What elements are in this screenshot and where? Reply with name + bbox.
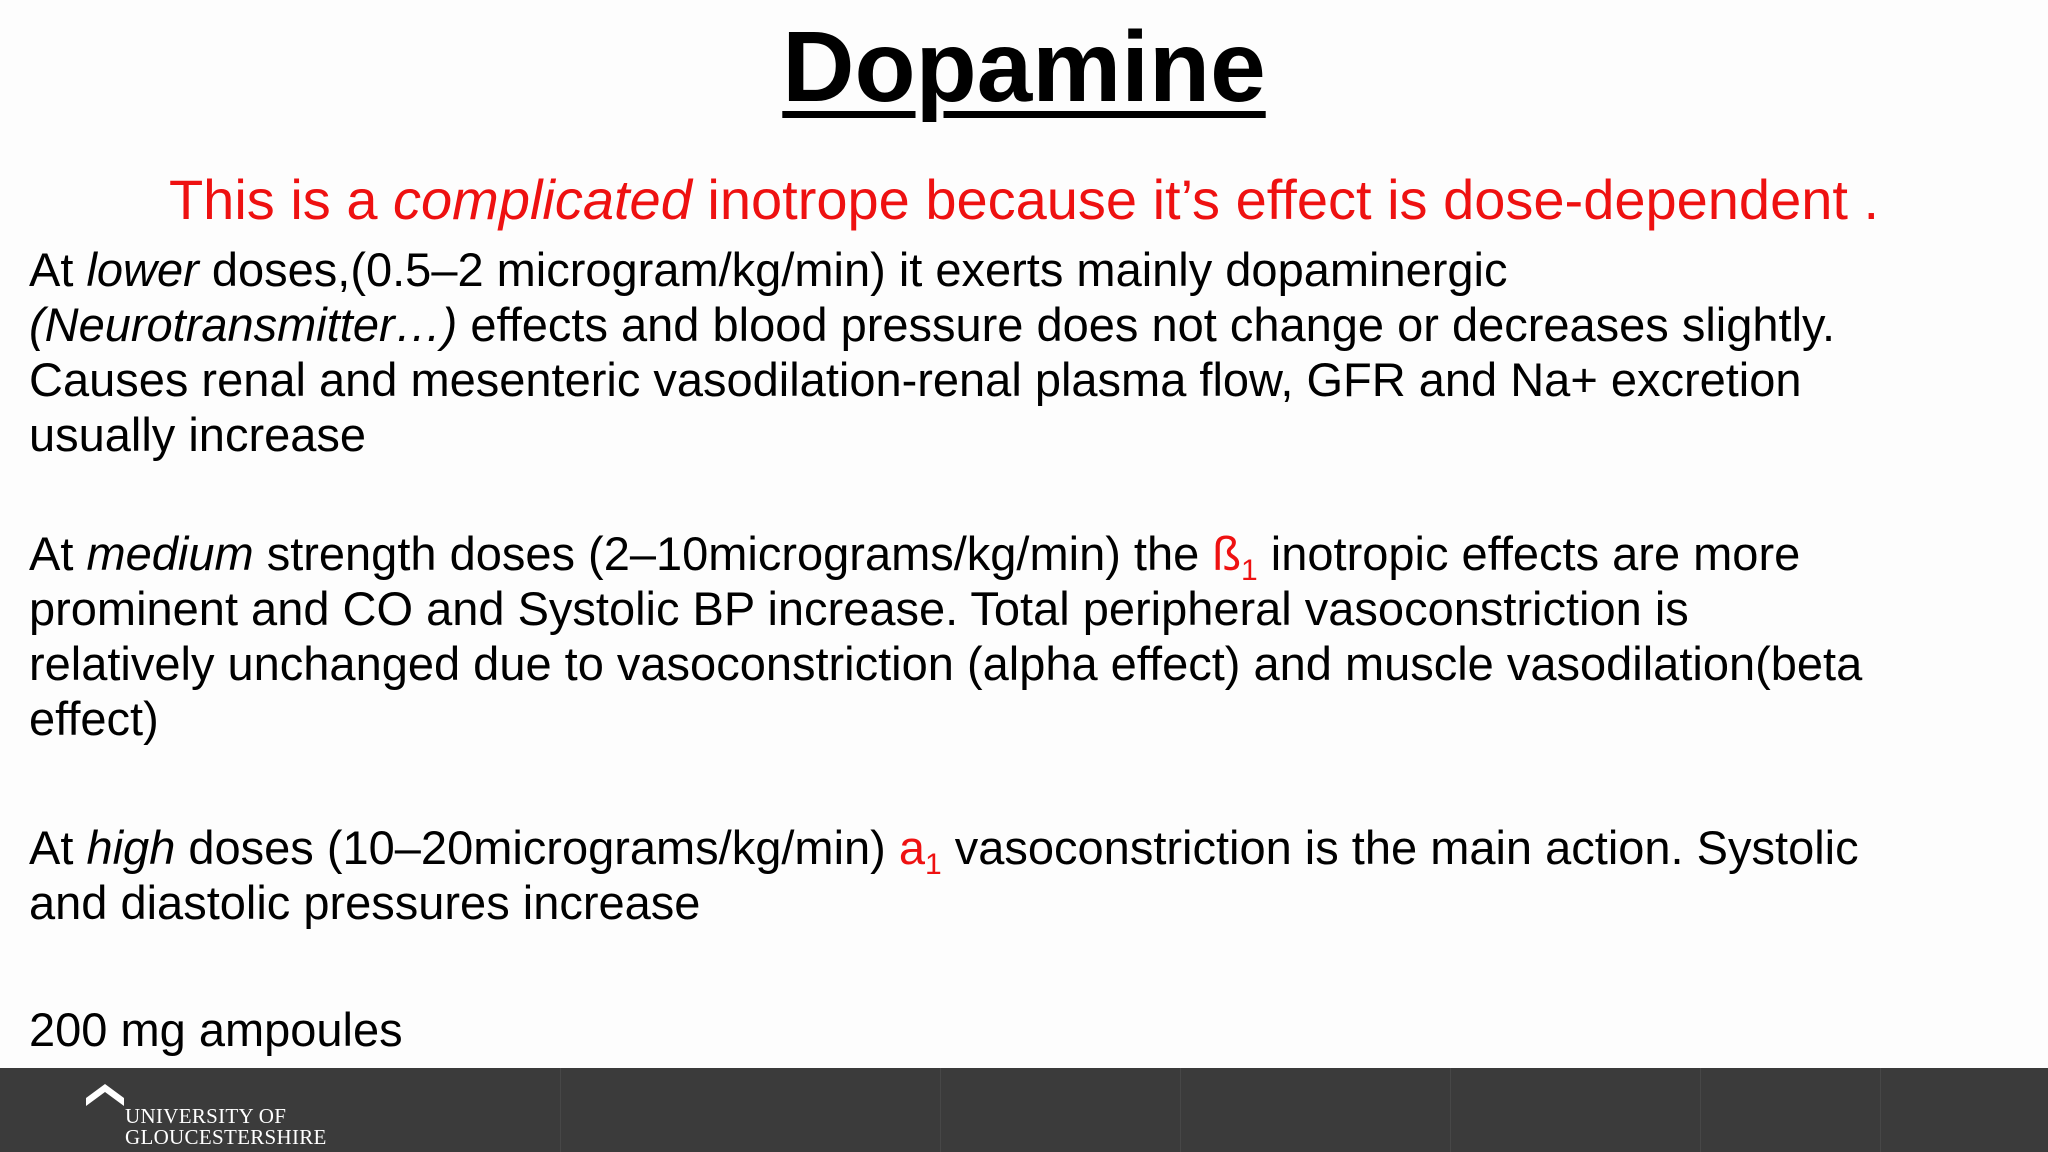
lower-dose-line-1-start: At: [29, 243, 87, 296]
lower-dose-paragraph: [29, 242, 2048, 462]
neurotransmitter-note: (Neurotransmitter…): [29, 298, 458, 351]
high-dose-line-1: [29, 820, 2048, 881]
lower-dose-line-2-end: effects and blood pressure does not change or decreases slightly.: [457, 298, 1836, 351]
beta1-receptor-label: [1212, 527, 1258, 587]
lower-dose-line-3: Causes renal and mesenteric vasodilation-renal plasma flow, GFR and Na+ excretion: [29, 353, 1802, 406]
ampoules-note: 200 mg ampoules: [29, 1003, 403, 1056]
subtitle-text-start: This is a: [168, 168, 394, 231]
lower-dose-line-1-end: doses,(0.5–2 microgram/kg/min) it exerts mainly dopaminergic: [198, 243, 1508, 296]
footer-divider: [940, 1068, 941, 1152]
alpha-subscript: 1: [925, 848, 942, 881]
footer-divider: [1450, 1068, 1451, 1152]
high-dose-line-2: and diastolic pressures increase: [29, 876, 701, 929]
high-dose-paragraph: [29, 820, 2048, 930]
alpha-symbol: a: [898, 821, 926, 874]
lower-dose-emphasis: lower: [86, 243, 199, 296]
high-dose-emphasis: high: [86, 821, 176, 874]
footer-divider: [1880, 1068, 1881, 1152]
slide-subtitle: [0, 165, 2048, 235]
logo-line-2: GLOUCESTERSHIRE: [125, 1125, 327, 1149]
high-dose-line-1-end: vasoconstriction is the main action. Systolic: [941, 821, 1859, 874]
medium-dose-line-1: [29, 526, 2048, 587]
beta-symbol: ß: [1212, 527, 1242, 580]
roof-chevron-icon: [86, 1082, 124, 1106]
beta-subscript: 1: [1241, 554, 1258, 587]
footer-divider: [1700, 1068, 1701, 1152]
lower-dose-line-1: [29, 242, 2048, 297]
logo-line-1: UNIVERSITY OF: [125, 1104, 287, 1128]
subtitle-text-end: inotrope because it’s effect is dose-dependent .: [691, 168, 1880, 231]
alpha1-receptor-label: [898, 821, 942, 881]
footer-divider: [1180, 1068, 1181, 1152]
high-dose-line-1-mid: doses (10–20micrograms/kg/min): [175, 821, 899, 874]
footer-divider: [560, 1068, 561, 1152]
lower-dose-line-2: [29, 297, 2048, 352]
medium-dose-line-1-mid: strength doses (2–10micrograms/kg/min) the: [253, 527, 1213, 580]
medium-dose-paragraph: [29, 526, 2048, 746]
medium-dose-line-3: relatively unchanged due to vasoconstriction (alpha effect) and muscle vasodilation(beta: [29, 637, 1863, 690]
medium-dose-line-1-end: inotropic effects are more: [1257, 527, 1801, 580]
high-dose-line-1-start: At: [29, 821, 87, 874]
medium-dose-emphasis: medium: [86, 527, 254, 580]
subtitle-emphasis: complicated: [393, 168, 692, 231]
lower-dose-line-4: usually increase: [29, 408, 367, 461]
slide-title: Dopamine: [782, 11, 1266, 123]
medium-dose-line-4: effect): [29, 692, 159, 745]
medium-dose-line-2: prominent and CO and Systolic BP increase. Total peripheral vasoconstriction is: [29, 582, 1689, 635]
university-logo: [125, 1106, 327, 1148]
medium-dose-line-1-start: At: [29, 527, 87, 580]
